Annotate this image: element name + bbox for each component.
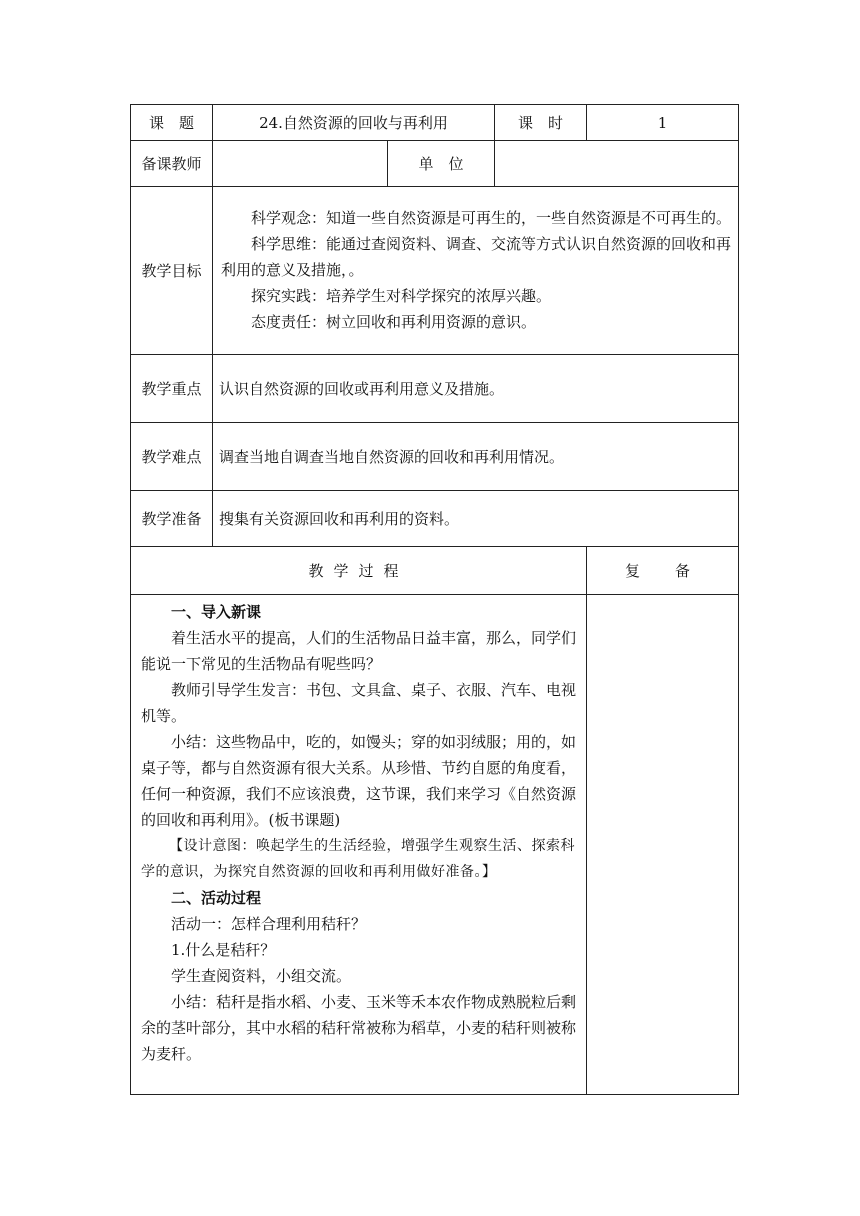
difficulties-label: 教学难点 (131, 423, 213, 491)
teacher-value (213, 141, 388, 187)
preparation-value: 搜集有关资源回收和再利用的资料。 (213, 491, 739, 547)
unit-label: 单 位 (388, 141, 495, 187)
lesson-plan-sheet (130, 104, 738, 1095)
process-paragraph: 小结：秸秆是指水稻、小麦、玉米等禾本农作物成熟脱粒后剩余的茎叶部分，其中水稻的秸秆常被称为稻草，小麦的秸秆则被称为麦秆。 (141, 993, 577, 1063)
process-paragraph: 学生查阅资料，小组交流。 (171, 967, 352, 985)
hours-label: 课 时 (495, 105, 587, 141)
difficulties-value: 调查当地自调查当地自然资源的回收和再利用情况。 (213, 423, 739, 491)
goal-attitude: 态度责任：树立回收和再利用资源的意识。 (251, 312, 537, 331)
goal-science-thinking: 科学思维：能通过查阅资料、调查、交流等方式认识自然资源的回收和再利用的意义及措施，。 (221, 234, 732, 279)
process-paragraph: 1.什么是秸秆？ (171, 941, 276, 959)
row-preparation (131, 491, 739, 547)
design-intent: 【设计意图：唤起学生的生活经验，增强学生观察生活、探索科学的意识，为探究自然资源的回收和再利用做好准备。】 (141, 838, 575, 880)
row-goals (131, 187, 739, 355)
process-paragraph: 活动一：怎样合理利用秸秆？ (171, 915, 367, 933)
goal-inquiry-practice: 探究实践：培养学生对科学探究的浓厚兴趣。 (251, 286, 552, 305)
goals-label: 教学目标 (131, 187, 213, 355)
row-key-points (131, 355, 739, 423)
row-topic (131, 105, 739, 141)
process-title: 教学过程 (131, 547, 587, 595)
section-activity-heading: 二、活动过程 (171, 889, 262, 907)
process-paragraph: 教师引导学生发言：书包、文具盒、桌子、衣服、汽车、电视机等。 (141, 681, 577, 725)
process-paragraph: 着生活水平的提高，人们的生活物品日益丰富，那么，同学们能说一下常见的生活物品有呢些吗？ (141, 629, 577, 673)
teacher-label: 备课教师 (131, 141, 213, 187)
review-title: 复 备 (587, 547, 739, 595)
key-points-label: 教学重点 (131, 355, 213, 423)
review-notes-cell (587, 595, 739, 1095)
hours-value: 1 (587, 105, 739, 141)
section-intro-heading: 一、导入新课 (171, 603, 262, 621)
goal-science-concept: 科学观念：知道一些自然资源是可再生的，一些自然资源是不可再生的。 (251, 208, 732, 227)
lesson-plan-table (130, 104, 739, 1095)
topic-value: 24.自然资源的回收与再利用 (213, 105, 495, 141)
row-difficulties (131, 423, 739, 491)
row-process-header (131, 547, 739, 595)
unit-value (495, 141, 739, 187)
goals-content (213, 187, 739, 355)
key-points-value: 认识自然资源的回收或再利用意义及措施。 (213, 355, 739, 423)
preparation-label: 教学准备 (131, 491, 213, 547)
row-process-body (131, 595, 739, 1095)
row-teacher (131, 141, 739, 187)
topic-label: 课 题 (131, 105, 213, 141)
process-content (131, 595, 587, 1095)
process-paragraph: 小结：这些物品中，吃的，如馒头；穿的如羽绒服；用的，如桌子等，都与自然资源有很大关系。从珍惜、节约自愿的角度看，任何一种资源，我们不应该浪费，这节课，我们来学习《自然资源的回收和再利用》。(板书课题) (141, 733, 577, 829)
